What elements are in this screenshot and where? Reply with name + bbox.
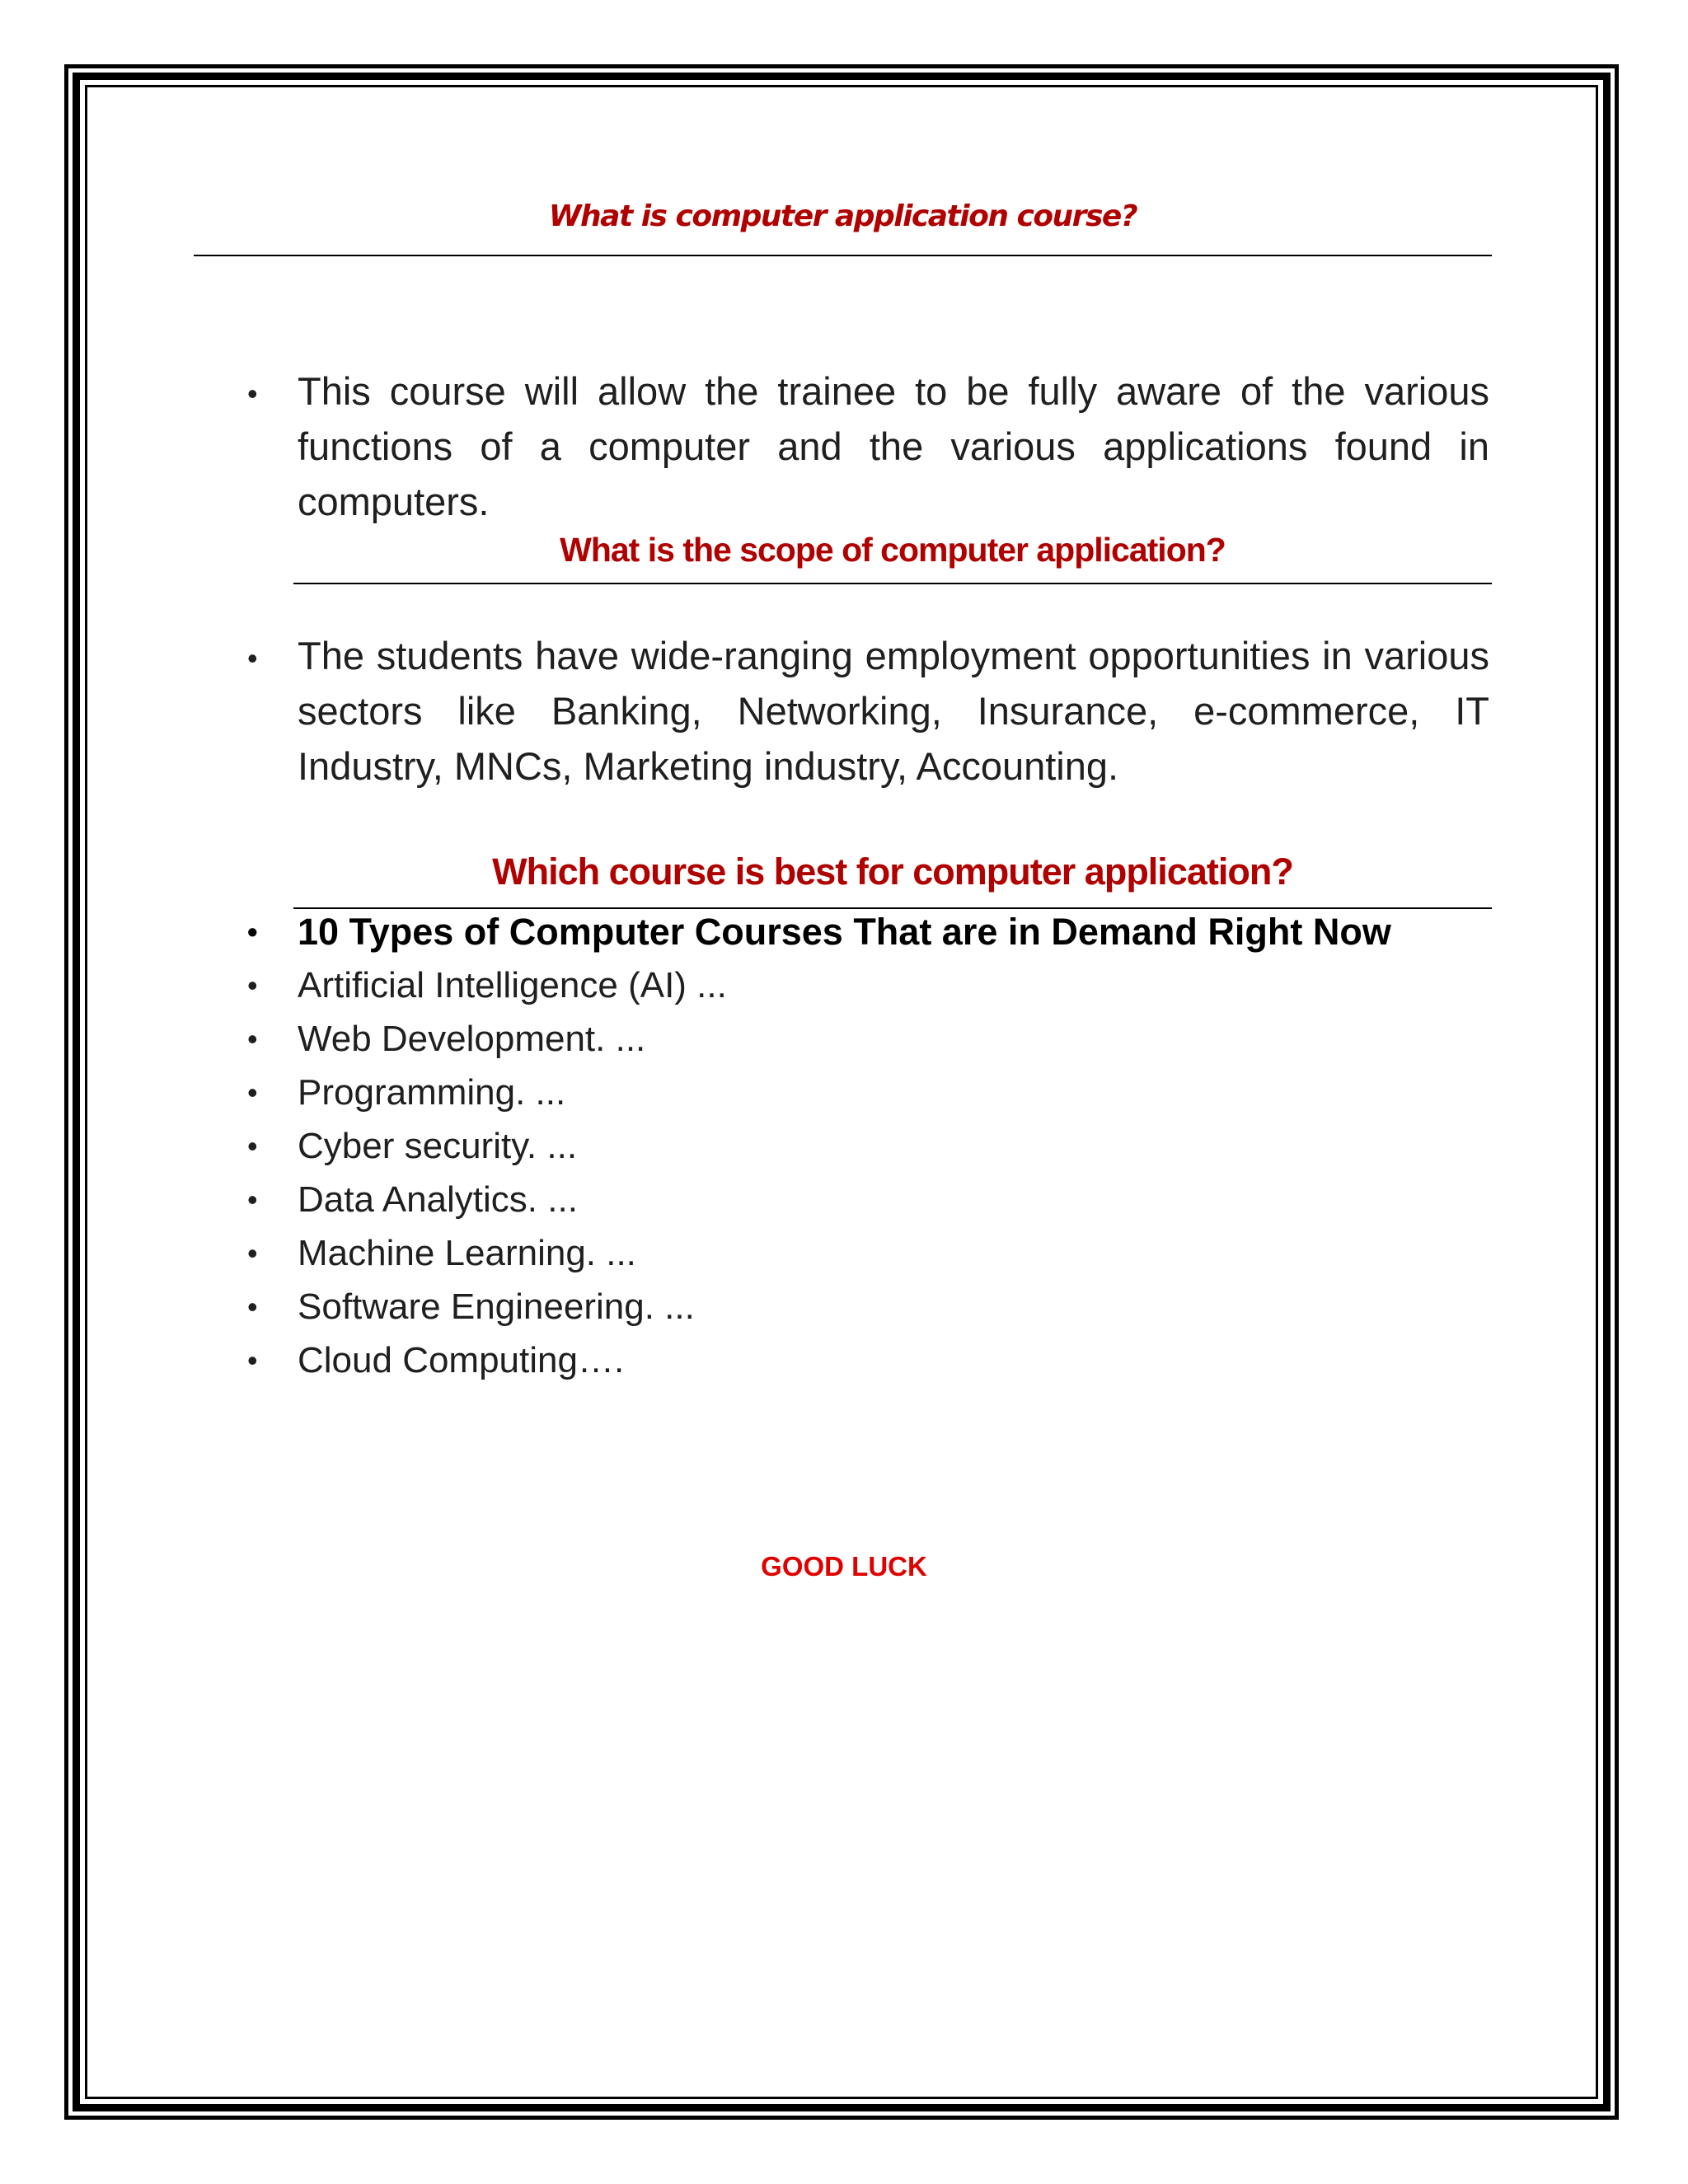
heading-underline-course [194, 255, 1492, 256]
heading-underline-scope [293, 583, 1492, 584]
bullet-icon: • [247, 1076, 258, 1109]
list-item [0, 1012, 1688, 1066]
section-heading-scope: What is the scope of computer application? [560, 531, 1226, 569]
list-item-label: Programming. ... [298, 1072, 566, 1113]
list-item-label: Cyber security. ... [298, 1126, 578, 1166]
list-item-label: Data Analytics. ... [298, 1179, 578, 1220]
bullet-icon: • [247, 1022, 258, 1056]
list-item-label: Web Development. ... [298, 1019, 646, 1059]
bullet-scope: • [247, 641, 258, 675]
bullet-course: • [247, 377, 258, 410]
course-list [0, 905, 1688, 1387]
list-item [0, 1226, 1688, 1280]
paragraph-scope: The students have wide-ranging employment opportunities in various sectors like Banking, Networking, Insurance, e-commerce, IT Industry, MNCs, Marketing industry, Accounting. [298, 634, 1489, 788]
list-title: 10 Types of Computer Courses That are in Demand Right Now [298, 911, 1391, 953]
list-item [0, 1173, 1688, 1226]
section-heading-best-course: Which course is best for computer application? [492, 851, 1293, 893]
list-item [0, 1280, 1688, 1333]
list-item [0, 958, 1688, 1012]
bullet-icon: • [247, 1343, 258, 1377]
footer-good-luck: GOOD LUCK [761, 1551, 927, 1582]
bullet-icon: • [247, 968, 258, 1002]
bullet-icon: • [247, 1236, 258, 1270]
list-item [0, 1333, 1688, 1387]
list-item [0, 905, 1688, 958]
list-item-label: Artificial Intelligence (AI) ... [298, 965, 727, 1005]
section-heading-course: What is computer application course? [548, 199, 1137, 233]
list-item-label: Machine Learning. ... [298, 1233, 636, 1273]
list-item-label: Cloud Computing…. [298, 1340, 625, 1380]
list-item [0, 1119, 1688, 1173]
paragraph-course: This course will allow the trainee to be fully aware of the various functions of a computer and the various applications found in computers. [298, 369, 1489, 523]
list-item [0, 1066, 1688, 1119]
bullet-icon: • [247, 915, 258, 949]
list-item-label: Software Engineering. ... [298, 1286, 695, 1327]
bullet-icon: • [247, 1183, 258, 1216]
bullet-icon: • [247, 1290, 258, 1324]
bullet-icon: • [247, 1129, 258, 1163]
